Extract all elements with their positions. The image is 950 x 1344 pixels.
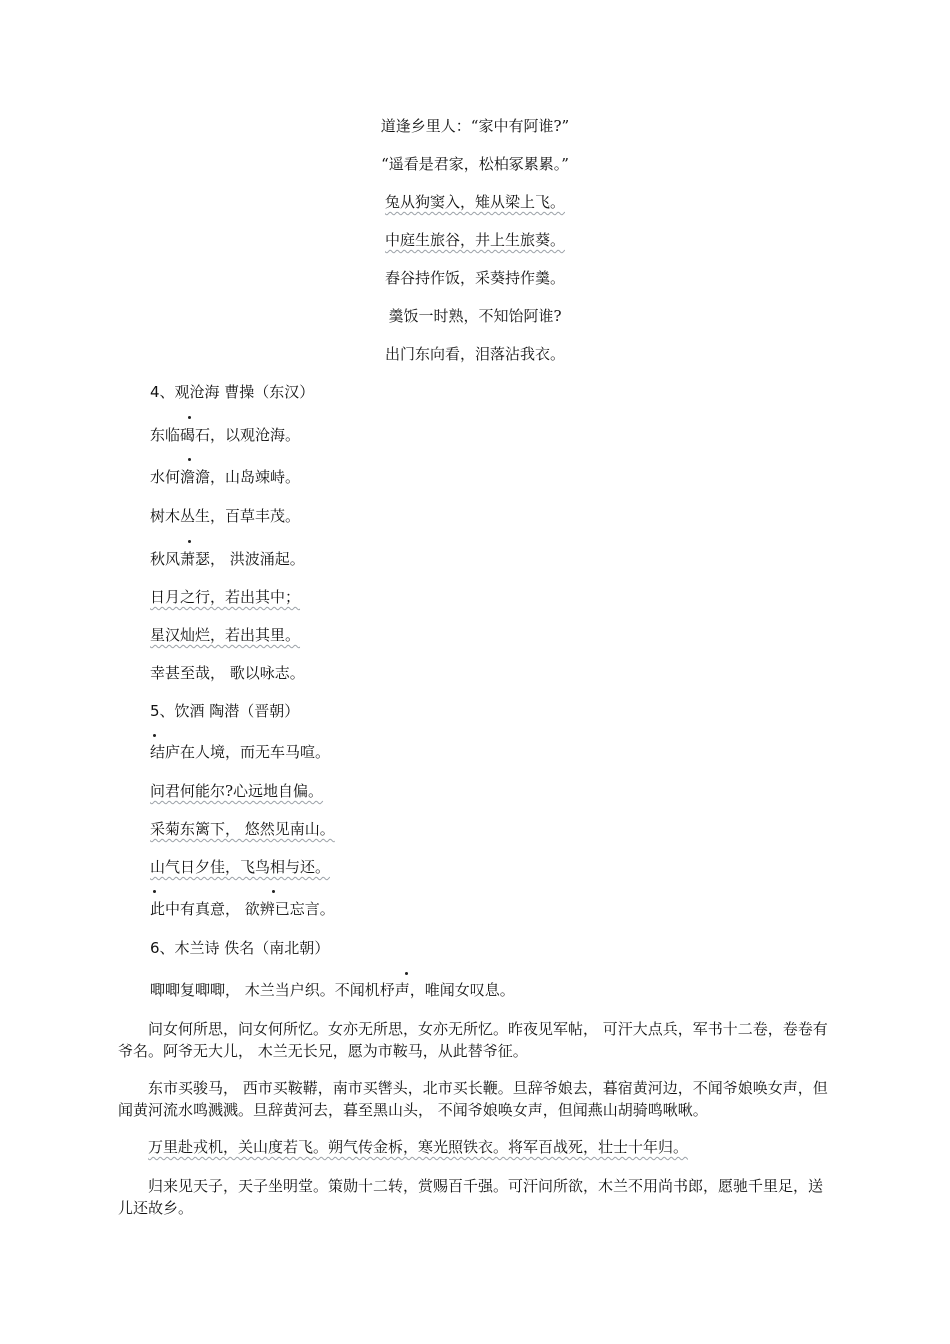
- poem-line: 水何澹澹，山岛竦峙。: [150, 468, 301, 486]
- emphasis-dot: [153, 890, 156, 893]
- poem-line: 出门东向看，泪落沾我衣。: [384, 345, 565, 363]
- emphasis-dot: [405, 972, 408, 975]
- prose-paragraph: 归来见天子，天子坐明堂。策勋十二转，赏赐百千强。可汗问所欲，木兰不用尚书郎，愿驰千里足，送儿还故乡。: [118, 1177, 824, 1217]
- poem-line: 星汉灿烂，若出其里。: [150, 626, 301, 644]
- section-heading: 5、饮酒 陶潜（晋朝）: [150, 702, 300, 720]
- prose-line: 唧唧复唧唧， 木兰当户织。不闻机杼声，唯闻女叹息。: [150, 981, 515, 999]
- prose-paragraph: 问女何所思，问女何所忆。女亦无所思，女亦无所忆。昨夜见军帖， 可汗大点兵，军书十二卷，卷卷有爷名。阿爷无大儿， 木兰无长兄，愿为市鞍马，从此替爷征。: [118, 1020, 828, 1060]
- emphasis-dot: [272, 890, 275, 893]
- poem-line: 秋风萧瑟， 洪波涌起。: [150, 550, 305, 568]
- poem-line: 舂谷持作饭，采葵持作羹。: [384, 269, 565, 287]
- section-heading: 4、观沧海 曹操（东汉）: [150, 383, 315, 401]
- poem-line: 东临碣石，以观沧海。: [150, 426, 301, 444]
- poem-line: 日月之行，若出其中；: [150, 588, 301, 606]
- emphasis-dot: [188, 416, 191, 419]
- prose-paragraph: 万里赴戎机，关山度若飞。朔气传金柝，寒光照铁衣。将军百战死，壮士十年归。: [148, 1138, 689, 1156]
- section-heading: 6、木兰诗 佚名（南北朝）: [150, 939, 330, 957]
- poem-line: 道逢乡里人：“家中有阿谁?”: [380, 117, 570, 135]
- poem-line: “遥看是君家，松柏冢累累。”: [381, 155, 569, 173]
- poem-line: 羹饭一时熟，不知饴阿谁?: [388, 307, 562, 325]
- poem-line: 结庐在人境，而无车马喧。: [150, 743, 331, 761]
- poem-line: 此中有真意， 欲辨已忘言。: [150, 900, 335, 918]
- poem-line: 幸甚至哉， 歌以咏志。: [150, 664, 305, 682]
- emphasis-dot: [188, 540, 191, 543]
- emphasis-dot: [188, 458, 191, 461]
- poem-line: 山气日夕佳，飞鸟相与还。: [150, 858, 331, 876]
- emphasis-dot: [153, 734, 156, 737]
- prose-paragraph: 东市买骏马， 西市买鞍鞯，南市买辔头，北市买长鞭。旦辞爷娘去，暮宿黄河边，不闻爷娘唤女声，但闻黄河流水鸣溅溅。旦辞黄河去，暮至黑山头， 不闻爷娘唤女声，但闻燕山胡骑鸣啾啾。: [118, 1079, 828, 1119]
- poem-line: 采菊东篱下， 悠然见南山。: [150, 820, 335, 838]
- poem-line: 问君何能尔?心远地自偏。: [150, 782, 324, 800]
- poem-line: 兔从狗窦入，雉从梁上飞。: [384, 193, 565, 211]
- poem-line: 树木丛生，百草丰茂。: [150, 507, 301, 525]
- poem-line: 中庭生旅谷，井上生旅葵。: [384, 231, 565, 249]
